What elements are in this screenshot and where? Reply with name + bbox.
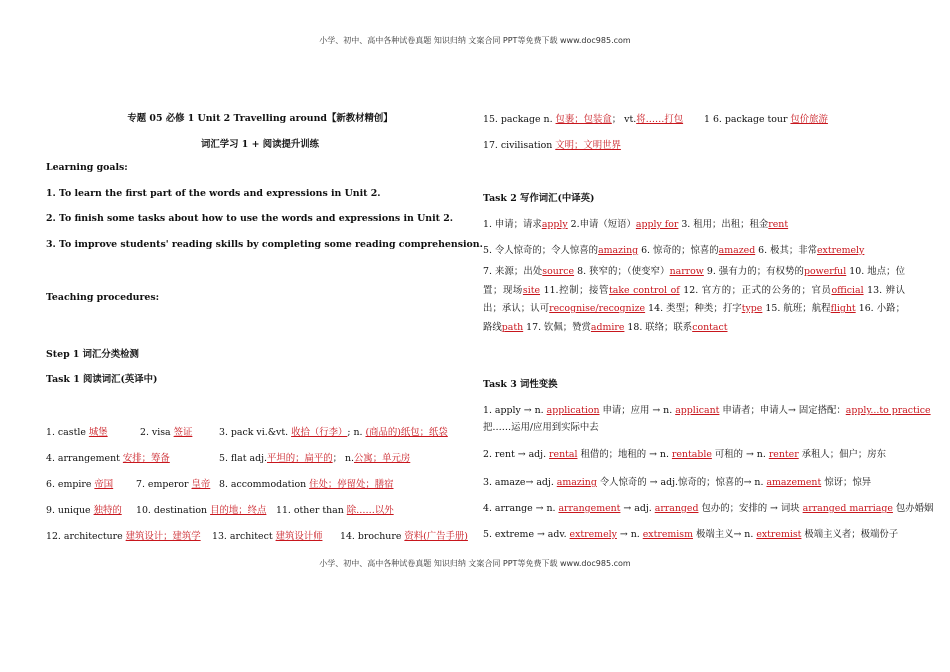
answer: 帝国	[94, 479, 114, 490]
task3-row-cont: 把……运用/应用到实际中去	[483, 422, 599, 433]
answer: powerful	[804, 266, 847, 277]
answer: 包价旅游	[790, 114, 828, 125]
task2-row: 5. 令人惊奇的；令人惊喜的amazing 6. 惊奇的；惊喜的amazed 6. 极其；非常extremely	[483, 245, 865, 256]
task3-row: 5. extreme → adv. extremely → n. extremism 极端主义→ n. extremist 极端主义者；极端份子	[483, 529, 899, 540]
vocab-item: 1 6. package tour 包价旅游	[704, 114, 828, 125]
answer: 安排；筹备	[122, 453, 170, 464]
answer: arranged marriage	[802, 503, 893, 514]
answer: 建筑设计师	[275, 531, 323, 542]
answer: rent	[768, 219, 789, 230]
task3-row: 1. apply → n. application 申请；应用 → n. applicant 申请者；申请人→ 固定搭配：apply...to practice	[483, 405, 931, 416]
answer: path	[501, 321, 524, 333]
answer: 资料(广告手册)	[404, 531, 468, 542]
answer: extremely	[816, 245, 865, 256]
answer: type	[741, 303, 763, 314]
vocab-item: 12. architecture 建筑设计；建筑学	[46, 531, 201, 542]
page-footer: 小学、初中、高中各种试卷真题 知识归纳 文案合同 PPT等免费下载 www.doc985.com	[319, 559, 631, 568]
answer: 独特的	[93, 505, 122, 516]
answer: amazed	[718, 245, 756, 256]
answer: 将……打包	[636, 114, 684, 125]
vocab-item: 6. empire 帝国	[46, 479, 114, 490]
answer: rentable	[671, 449, 712, 460]
answer: amazing	[598, 245, 639, 256]
answer: contact	[692, 321, 728, 333]
answer: application	[546, 405, 600, 416]
answer: arrangement	[558, 503, 621, 514]
answer: 签证	[173, 427, 193, 438]
task3-row: 3. amaze→ adj. amazing 令人惊奇的 → adj.惊奇的；惊喜的→ n. amazement 惊讶；惊异	[483, 477, 872, 488]
answer: (商品的)纸包；纸袋	[365, 427, 448, 438]
goal-3: 3. To improve students' reading skills by completing some reading comprehension.	[46, 239, 483, 250]
vocab-item: 14. brochure 资料(广告手册)	[340, 531, 468, 542]
vocab-item: 3. pack vi.&vt. 收拾（行李）; n. (商品的)纸包；纸袋	[219, 427, 448, 438]
answer: site	[522, 284, 541, 296]
answer: apply for	[635, 219, 679, 230]
answer: 除……以外	[346, 505, 394, 516]
task3-row: 2. rent → adj. rental 租借的；地租的 → n. rentable 可租的 → n. renter 承租人；佃户；房东	[483, 449, 887, 460]
answer: 城堡	[88, 427, 108, 438]
teaching-procedures: Teaching procedures:	[46, 292, 160, 303]
answer: 文明；文明世界	[555, 140, 621, 151]
answer: apply...to practice	[845, 405, 931, 416]
answer: apply	[541, 219, 568, 230]
task2-row: 1. 申请；请求apply 2.申请（短语）apply for 3. 租用；出租；租金rent	[483, 219, 789, 230]
goal-2: 2. To finish some tasks about how to use the words and expressions in Unit 2.	[46, 213, 454, 224]
answer: narrow	[669, 266, 704, 277]
goals-heading: Learning goals:	[46, 162, 128, 173]
answer: 住处；停留处；膳宿	[309, 479, 394, 490]
answer: 平坦的；扁平的	[267, 453, 333, 464]
answer: amazement	[766, 477, 822, 488]
answer: extremely	[569, 529, 617, 540]
task3-heading: Task 3 词性变换	[483, 379, 558, 390]
vocab-item: 8. accommodation 住处；停留处；膳宿	[219, 479, 394, 490]
task2-heading: Task 2 写作词汇(中译英)	[483, 193, 595, 204]
goal-1: 1. To learn the first part of the words and expressions in Unit 2.	[46, 188, 381, 199]
vocab-item: 1. castle 城堡	[46, 427, 108, 438]
answer: 公寓；单元房	[354, 453, 411, 464]
task3-row: 4. arrange → n. arrangement → adj. arranged 包办的；安排的 → 词块 arranged marriage 包办婚姻	[483, 503, 934, 514]
vocab-item: 9. unique 独特的	[46, 505, 122, 516]
task2-paragraph: 7. 来源；出处source 8. 狭窄的；（使变窄）narrow 9. 强有力的；有权势的powerful 10. 地点；位置；现场site 11.控制；接管take control of 12. 官方的；正式的公务的；官员official 13. 辨认出；承认；认可recognise/recognize 14. 类型；种类；打字type 15. 航班；航程flight 16. 小路；路线path 17. 钦佩；赞赏admire 18. 联络；联系contact	[483, 266, 905, 333]
vocab-item: 17. civilisation 文明；文明世界	[483, 140, 621, 151]
vocab-item: 2. visa 签证	[140, 427, 193, 438]
task1-heading: Task 1 阅读词汇(英译中)	[46, 374, 158, 385]
answer: 包裹；包装盒	[555, 114, 612, 125]
answer: official	[831, 284, 864, 296]
step1-heading: Step 1 词汇分类检测	[46, 349, 139, 360]
vocab-item: 7. emperor 皇帝	[136, 479, 211, 490]
answer: 目的地；终点	[210, 505, 267, 516]
doc-title: 专题 05 必修 1 Unit 2 Travelling around【新教材精创】	[127, 113, 393, 124]
vocab-item: 11. other than 除……以外	[276, 505, 394, 516]
vocab-item: 5. flat adj.平坦的；扁平的； n.公寓；单元房	[219, 453, 411, 464]
answer: extremism	[642, 529, 693, 540]
answer: amazing	[556, 477, 597, 488]
answer: 收拾（行李）	[291, 427, 348, 438]
vocab-item: 15. package n. 包裹；包装盒； vt.将……打包	[483, 114, 684, 125]
vocab-item: 10. destination 目的地；终点	[136, 505, 267, 516]
vocab-item: 13. architect 建筑设计师	[212, 531, 323, 542]
answer: source	[542, 266, 575, 277]
answer: 建筑设计；建筑学	[125, 531, 201, 542]
answer: recognise/recognize	[549, 303, 646, 314]
answer: flight	[830, 303, 856, 314]
page-header: 小学、初中、高中各种试卷真题 知识归纳 文案合同 PPT等免费下载 www.doc985.com	[319, 36, 631, 45]
answer: admire	[590, 321, 625, 333]
answer: rental	[549, 449, 578, 460]
vocab-item: 4. arrangement 安排；筹备	[46, 453, 170, 464]
answer: 皇帝	[191, 479, 211, 490]
answer: take control of	[609, 284, 680, 296]
answer: applicant	[675, 405, 720, 416]
answer: renter	[768, 449, 799, 460]
answer: extremist	[756, 529, 802, 540]
answer: arranged	[654, 503, 699, 514]
doc-subtitle: 词汇学习 1 + 阅读提升训练	[201, 139, 319, 150]
